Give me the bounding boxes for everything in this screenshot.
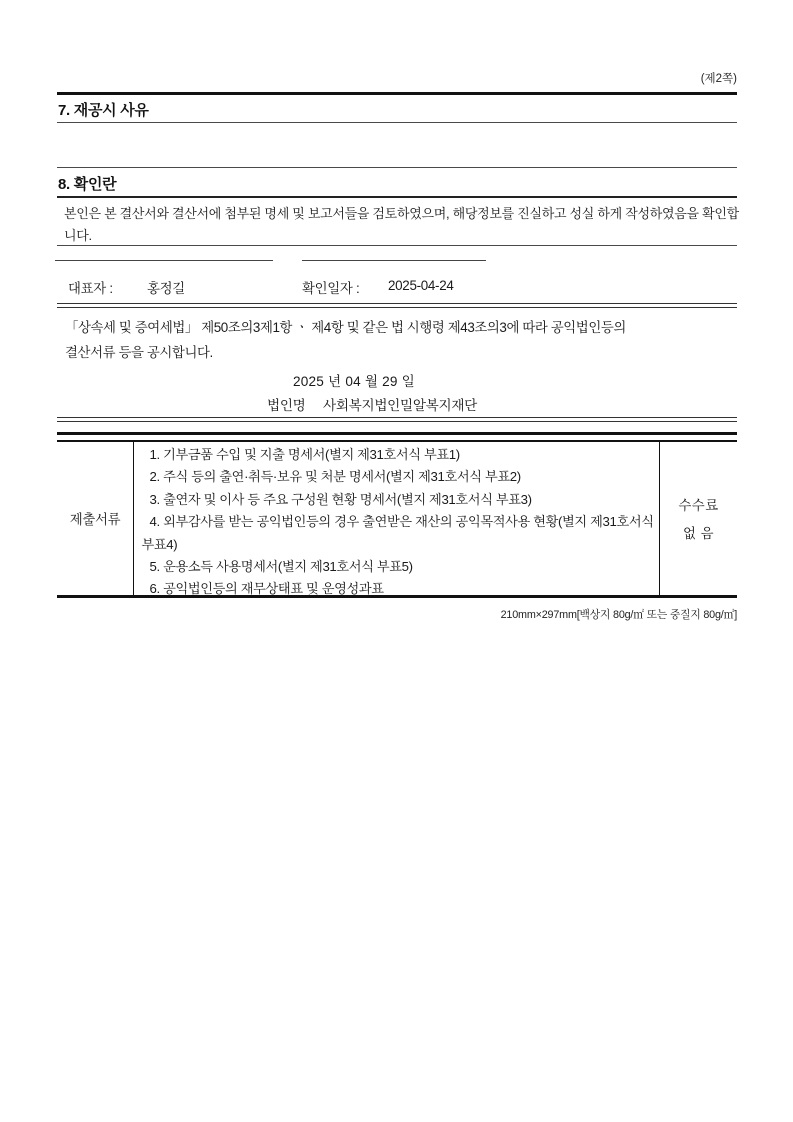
corporation-name: 사회복지법인밀알복지재단 — [323, 398, 477, 413]
page-marker: (제2쪽) — [700, 73, 737, 85]
declaration-date: 2025 년 04 월 29 일 — [293, 374, 415, 389]
double-rule-2a — [57, 417, 737, 418]
confirmation-statement: 본인은 본 결산서와 결산서에 첨부된 명세 및 보고서들을 검토하였으며, 해당정보를 진실하고 성실 하게 작성하였음을 확인합니다. — [64, 206, 739, 244]
double-rule-1b — [57, 307, 737, 308]
fee-label-line2: 없 음 — [682, 526, 715, 541]
representative-label: 대표자 : — [68, 281, 113, 296]
attachments-list — [135, 443, 659, 595]
corporation-label: 법인명 — [267, 398, 306, 413]
section7-title: 7. 재공시 사유 — [58, 102, 149, 119]
rule-under-section7 — [57, 122, 737, 123]
rule-above-section8 — [57, 167, 737, 168]
rule-under-statement — [57, 245, 737, 246]
attachment-item: 5. 운용소득 사용명세서(별지 제31호서식 부표5) — [149, 559, 413, 575]
signature-line-representative — [55, 260, 273, 261]
table-top-border-outer — [57, 432, 737, 435]
declaration-line1: 「상속세 및 증여세법」 제50조의3제1항 ㆍ 제4항 및 같은 법 시행령 제43조의3에 따라 공익법인등의 — [65, 320, 626, 335]
declaration-line2: 결산서류 등을 공시합니다. — [65, 345, 213, 360]
fee-cell — [661, 442, 737, 595]
signature-row — [0, 278, 793, 296]
paper-spec-note: 210mm×297mm[백상지 80g/㎡ 또는 중질지 80g/㎡] — [500, 609, 737, 621]
signature-line-date — [302, 260, 486, 261]
fee-label-line1: 수수료 — [678, 498, 719, 513]
corporation-row — [0, 394, 793, 412]
table-top-border-inner — [57, 440, 737, 442]
representative-name: 홍정길 — [147, 281, 185, 296]
attachment-item: 1. 기부금품 수입 및 지출 명세서(별지 제31호서식 부표1) — [149, 447, 460, 462]
attachments-table — [57, 432, 737, 598]
attachment-item: 6. 공익법인등의 재무상태표 및 운영성과표 — [149, 581, 384, 597]
double-rule-1a — [57, 303, 737, 304]
double-rule-2b — [57, 421, 737, 422]
attachments-row-label: 제출서류 — [69, 512, 121, 527]
attachment-item: 3. 출연자 및 이사 등 주요 구성원 현황 명세서(별지 제31호서식 부표3) — [149, 491, 532, 507]
attachment-item: 2. 주식 등의 출연·취득·보유 및 처분 명세서(별지 제31호서식 부표2) — [149, 469, 521, 485]
rule-under-section8 — [57, 196, 737, 198]
rule-top-thick — [57, 92, 737, 95]
confirm-date-value: 2025-04-24 — [388, 278, 454, 293]
attachment-item: 4. 외부감사를 받는 공익법인등의 경우 출연받은 재산의 공익목적사용 현황(별지 제31호서식 부표4) — [141, 514, 654, 552]
section8-title: 8. 확인란 — [58, 176, 117, 193]
confirm-date-label: 확인일자 : — [302, 281, 360, 296]
